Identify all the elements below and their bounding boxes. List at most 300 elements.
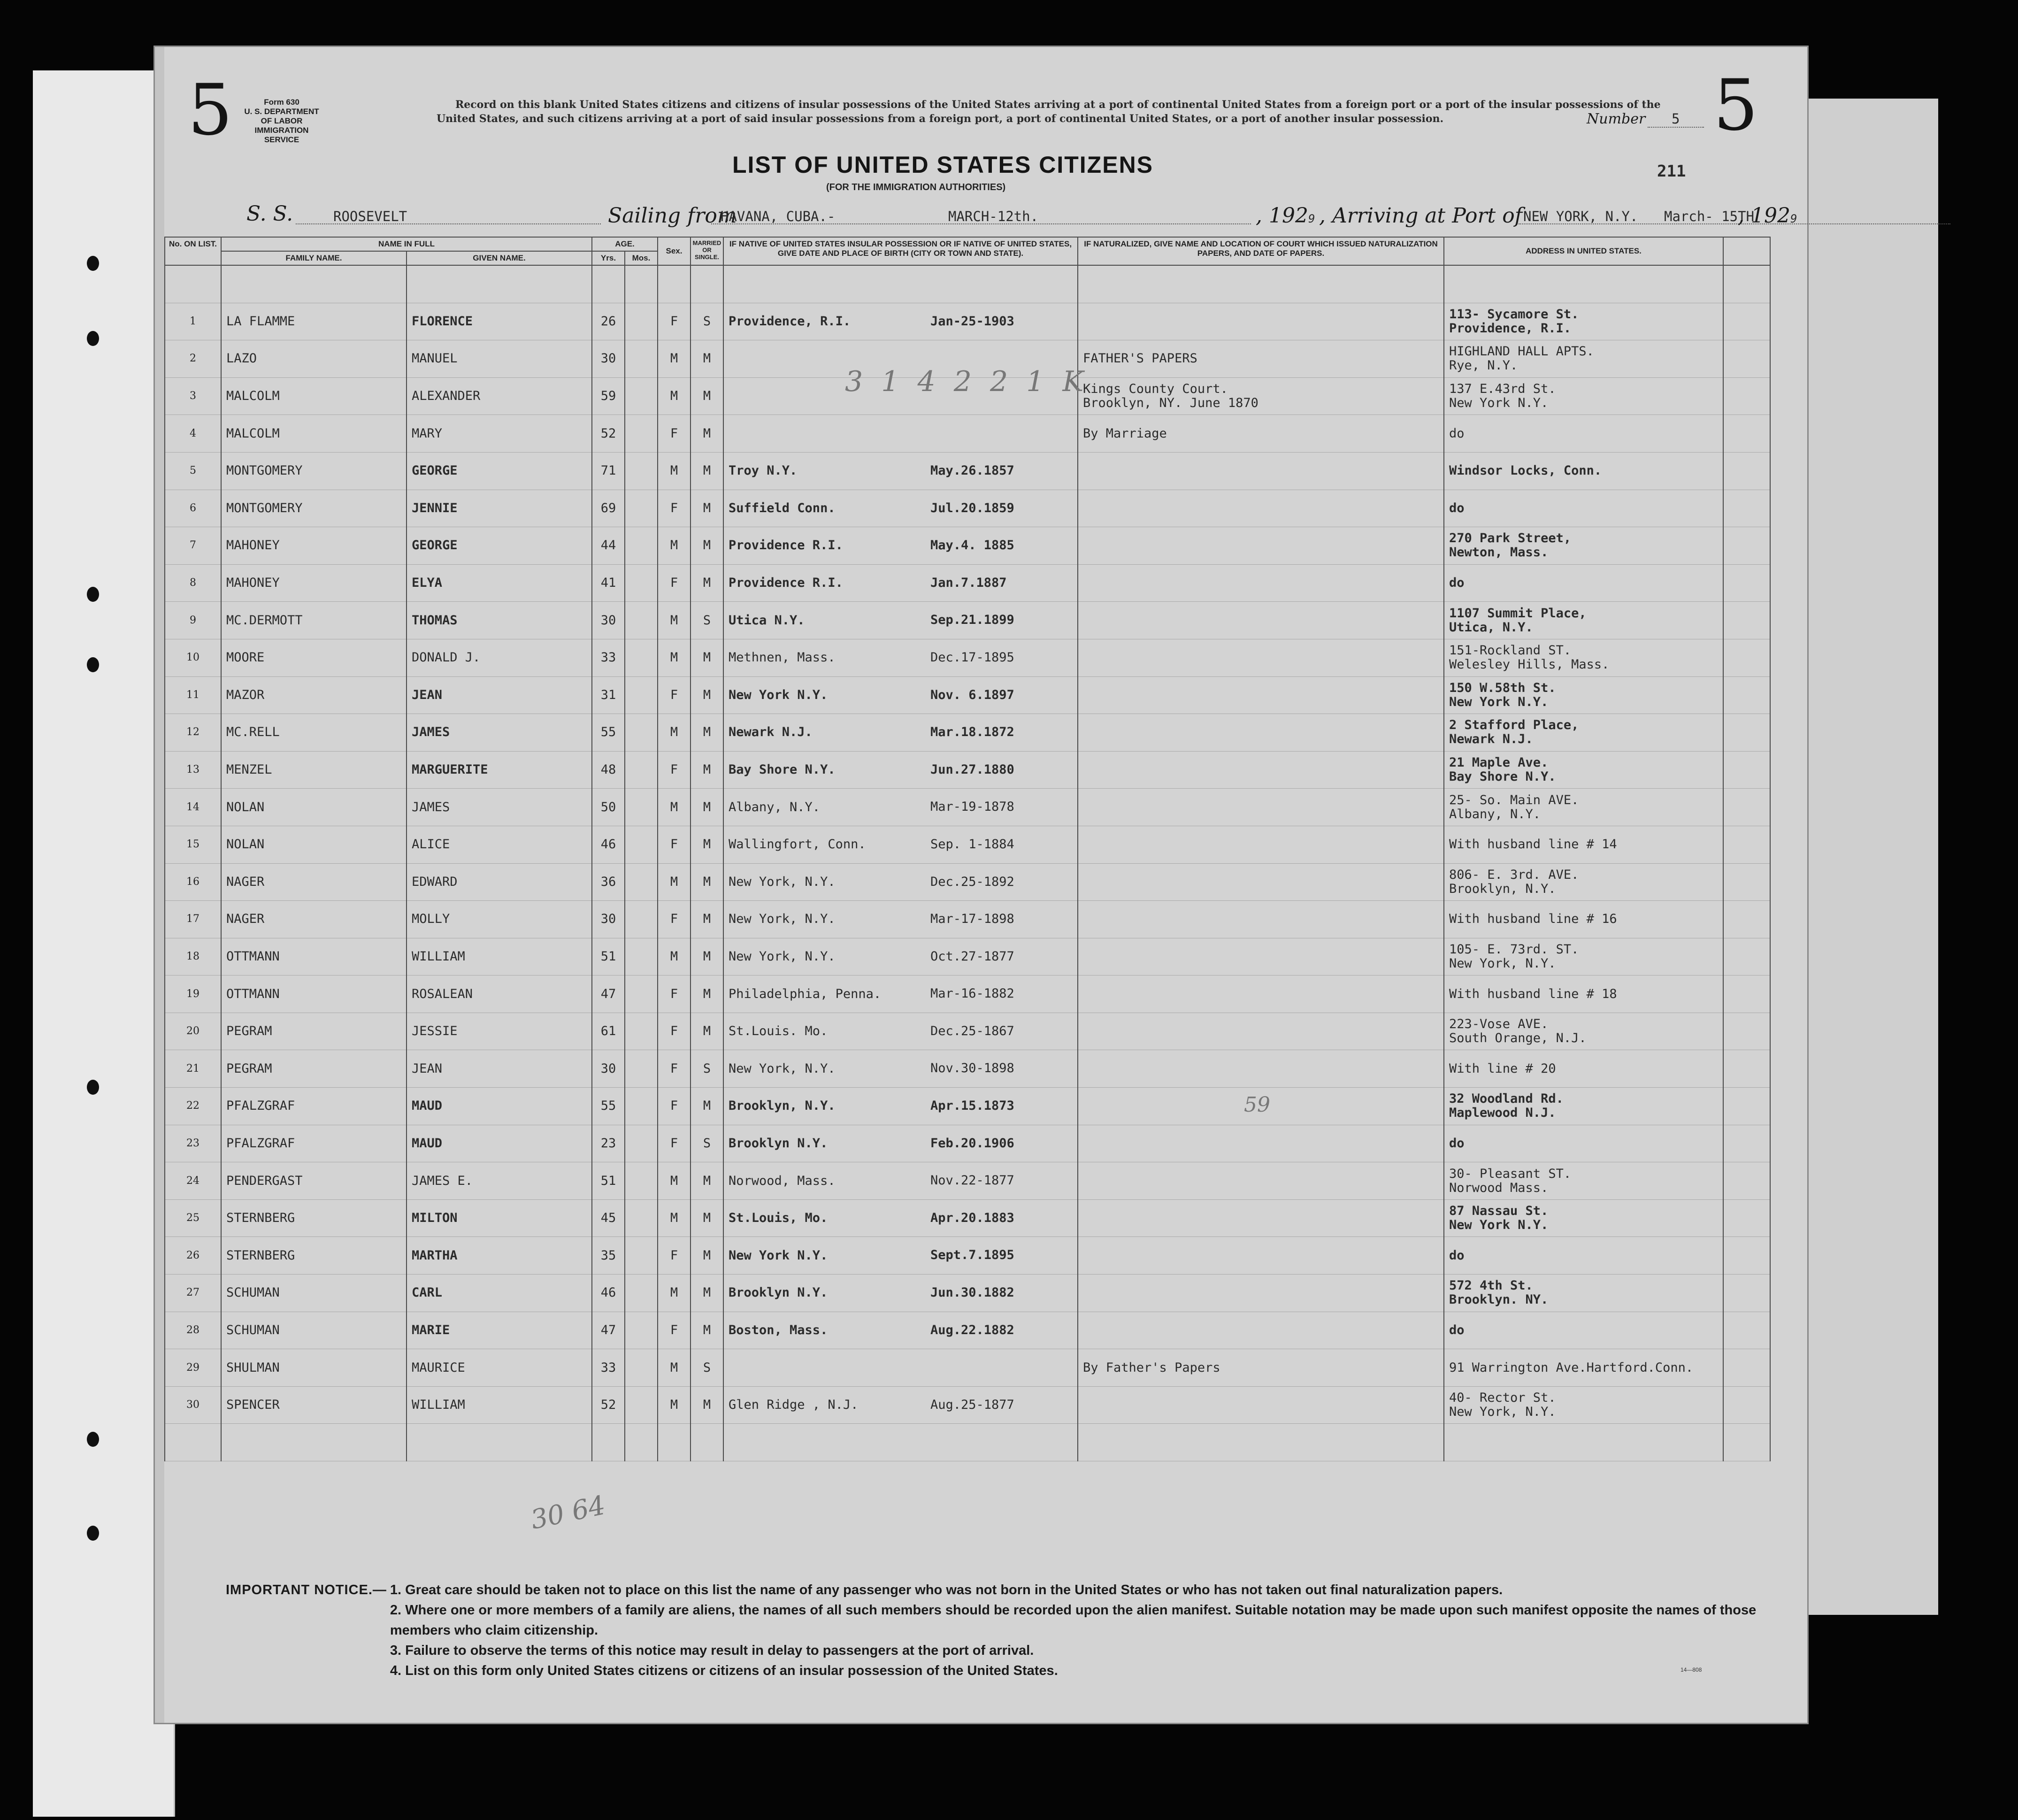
page-stub [155,47,164,1723]
notice-lead: IMPORTANT NOTICE.— [226,1582,387,1597]
birth-place: St.Louis. Mo. [729,1024,828,1039]
birth-cell [723,863,1078,901]
marital-cell-text: M [703,500,711,515]
age-years-cell [592,564,625,602]
given-name-cell-text: JEAN [412,687,443,702]
col-blank [1723,237,1770,265]
birth-date: Jan-25-1903 [930,314,1014,329]
birth-place: New York, N.Y. [729,949,836,964]
given-name-cell [407,714,592,752]
marital-cell-text: S [703,1061,711,1076]
age-months-cell [625,938,658,975]
address-cell [1444,863,1723,901]
sex-cell-text: M [670,1173,678,1188]
row-number [165,564,221,602]
naturalization-cell [1078,602,1444,639]
age-years-cell-text: 71 [600,463,616,478]
age-months-cell [625,340,658,378]
family-name-cell [221,452,407,490]
given-name-cell-text: EDWARD [412,874,458,889]
age-years-cell-text: 47 [600,1322,616,1337]
given-name-cell [407,490,592,527]
marital-cell [691,1013,723,1050]
address-cell-text: Windsor Locks, Conn. [1449,463,1602,478]
sex-cell [658,714,691,752]
birth-cell [723,1349,1078,1387]
sex-cell [658,1349,691,1387]
sex-cell-text: M [670,725,678,740]
blank-cell [1723,1349,1770,1387]
given-name-cell [407,863,592,901]
table-row [165,751,1770,789]
age-years-cell [592,340,625,378]
row-number-text: 14 [186,801,199,813]
birth-cell [723,676,1078,714]
birth-cell [723,1050,1078,1088]
naturalization-cell [1078,714,1444,752]
age-years-cell-text: 55 [600,1098,616,1114]
naturalization-cell [1078,1386,1444,1424]
year-label-2 [1738,204,1797,228]
sex-cell-text: M [670,650,678,665]
family-name-cell [221,676,407,714]
address-cell-text: do [1449,1136,1465,1151]
empty-cell [1723,1424,1770,1461]
given-name-cell [407,975,592,1013]
important-notice [225,1580,1765,1682]
address-cell-text: 806- E. 3rd. AVE. [1449,867,1579,882]
row-number-text: 29 [186,1361,199,1374]
family-name-cell [221,901,407,938]
family-name-cell-text: STERNBERG [226,1248,295,1263]
empty-cell [1444,265,1723,303]
family-name-cell-text: SCHUMAN [226,1322,280,1337]
birth-date: Sep. 1-1884 [930,837,1014,852]
empty-cell [1078,265,1444,303]
table-row [165,527,1770,565]
address-cell-text: With husband line # 14 [1449,837,1617,852]
address-cell-text: do [1449,1322,1465,1337]
age-months-cell [625,602,658,639]
marital-cell-text: M [703,1211,711,1226]
address-cell [1444,1349,1723,1387]
given-name-cell-text: JAMES [412,725,450,740]
naturalization-cell-text: Kings County Court. [1083,382,1228,397]
sex-cell-text: M [670,874,678,889]
family-name-cell [221,639,407,676]
col-mos: Mos. [625,251,658,265]
family-name-cell [221,527,407,565]
given-name-cell [407,303,592,340]
age-years-cell [592,377,625,415]
row-number [165,1312,221,1349]
birth-cell [723,1237,1078,1275]
age-years-cell-text: 51 [600,1173,616,1188]
empty-cell [165,1424,221,1461]
table-row [165,1386,1770,1424]
empty-cell [658,265,691,303]
row-number-text: 12 [186,726,199,738]
given-name-cell [407,340,592,378]
age-years-cell-text: 41 [600,576,616,591]
ship-name: ROOSEVELT [333,208,407,224]
marital-cell-text: M [703,576,711,591]
given-name-cell [407,676,592,714]
address-cell [1444,452,1723,490]
col-yrs: Yrs. [592,251,625,265]
age-months-cell [625,377,658,415]
blank-cell [1723,303,1770,340]
row-number-text: 16 [186,875,199,888]
row-number [165,1275,221,1312]
family-name-cell [221,789,407,826]
birth-place: Newark N.J. [729,725,813,740]
sex-cell-text: M [670,351,678,366]
family-name-cell [221,1050,407,1088]
birth-place: Brooklyn, N.Y. [729,1098,836,1114]
address-cell [1444,789,1723,826]
given-name-cell-text: DONALD J. [412,650,481,665]
sex-cell-text: M [670,1398,678,1413]
empty-cell [592,1424,625,1461]
birth-cell [723,602,1078,639]
notice-item: 4. List on this form only United States citizens or citizens of an insular possession of the United States. [390,1663,1058,1678]
blank-cell [1723,415,1770,453]
given-name-cell [407,564,592,602]
family-name-cell [221,938,407,975]
punch-hole [87,256,99,271]
sex-cell-text: F [670,912,678,927]
sailing-date: MARCH-12th. [948,208,1039,224]
naturalization-cell [1078,564,1444,602]
blank-cell [1723,1199,1770,1237]
marital-cell-text: M [703,538,711,553]
marital-cell-text: M [703,725,711,740]
family-name-cell [221,863,407,901]
age-years-cell [592,490,625,527]
age-years-cell [592,1050,625,1088]
birth-place: Philadelphia, Penna. [729,986,882,1001]
spacer-row [165,1424,1770,1461]
row-number [165,1013,221,1050]
col-birth: IF NATIVE OF UNITED STATES INSULAR POSSESSION OR IF NATIVE OF UNITED STATES, GIVE DATE AND PLACE OF BIRTH (CITY OR TOWN AND STATE). [723,237,1078,265]
marital-cell [691,639,723,676]
sex-cell [658,1199,691,1237]
service-label: IMMIGRATION SERVICE [254,126,309,144]
sex-cell-text: F [670,1136,678,1151]
punch-hole [87,587,99,602]
list-number [1587,111,1704,128]
header-row-1 [165,237,1770,251]
address-cell-text: 105- E. 73rd. ST. [1449,942,1579,957]
empty-cell [625,1424,658,1461]
age-years-cell [592,452,625,490]
col-no: No. ON LIST. [165,237,221,265]
marital-cell [691,1125,723,1162]
address-cell-line2: Brooklyn. NY. [1449,1292,1549,1307]
naturalization-cell [1078,863,1444,901]
address-cell [1444,1386,1723,1424]
birth-date: May.26.1857 [930,463,1014,478]
notice-table [225,1580,1765,1682]
birth-date: Mar-16-1882 [930,986,1014,1001]
given-name-cell [407,1199,592,1237]
address-cell-line2: South Orange, N.J. [1449,1031,1587,1046]
given-name-cell-text: ROSALEAN [412,986,473,1001]
birth-cell [723,789,1078,826]
family-name-cell-text: PENDERGAST [226,1173,303,1188]
marital-cell-text: M [703,1285,711,1300]
given-name-cell-text: MAUD [412,1136,443,1151]
age-years-cell [592,303,625,340]
marital-cell-text: M [703,912,711,927]
birth-date: Dec.17-1895 [930,650,1014,665]
sex-cell [658,490,691,527]
spacer-row [165,265,1770,303]
marital-cell [691,975,723,1013]
address-cell-text: 25- So. Main AVE. [1449,792,1579,807]
address-cell [1444,1199,1723,1237]
marital-cell-text: M [703,1173,711,1188]
given-name-cell [407,1125,592,1162]
address-cell-text: 2 Stafford Place, [1449,718,1579,733]
sex-cell-text: M [670,1285,678,1300]
birth-date: Nov.22-1877 [930,1173,1014,1188]
age-years-cell-text: 23 [600,1136,616,1151]
table-row [165,1349,1770,1387]
given-name-cell-text: JEAN [412,1061,443,1076]
address-cell-line2: Brooklyn, N.Y. [1449,881,1556,896]
age-years-cell [592,826,625,863]
address-cell-text: 32 Woodland Rd. [1449,1091,1564,1106]
birth-place: New York, N.Y. [729,912,836,927]
naturalization-cell [1078,1237,1444,1275]
marital-cell-text: M [703,874,711,889]
age-years-cell-text: 30 [600,613,616,628]
marital-cell-text: M [703,1248,711,1263]
row-number-text: 24 [186,1175,199,1187]
marital-cell-text: S [703,613,711,628]
family-name-cell-text: PEGRAM [226,1061,272,1076]
birth-place: New York N.Y. [729,687,828,702]
family-name-cell [221,415,407,453]
given-name-cell-text: FLORENCE [412,314,473,329]
birth-place: Providence R.I. [729,576,843,591]
birth-cell [723,1162,1078,1200]
naturalization-cell [1078,1013,1444,1050]
age-years-cell-text: 30 [600,351,616,366]
marital-cell-text: S [703,1136,711,1151]
age-months-cell [625,789,658,826]
age-years-cell-text: 61 [600,1024,616,1039]
col-family-name: FAMILY NAME. [221,251,407,265]
blank-cell [1723,1237,1770,1275]
table-row [165,1013,1770,1050]
birth-cell [723,1125,1078,1162]
sex-cell-text: F [670,426,678,441]
birth-place: Providence, R.I. [729,314,851,329]
marital-cell [691,1349,723,1387]
row-number [165,452,221,490]
marital-cell [691,1088,723,1125]
age-years-cell-text: 46 [600,837,616,852]
naturalization-cell [1078,676,1444,714]
row-number-text: 27 [186,1287,199,1299]
blank-cell [1723,452,1770,490]
table-row [165,1275,1770,1312]
age-years-cell [592,602,625,639]
marital-cell [691,863,723,901]
birth-date: Dec.25-1892 [930,874,1014,889]
col-name-in-full: NAME IN FULL [221,237,592,251]
address-cell-line2: Bay Shore N.Y. [1449,769,1556,784]
row-number [165,1349,221,1387]
given-name-cell [407,751,592,789]
given-name-cell-text: MILTON [412,1211,458,1226]
table-row [165,1199,1770,1237]
naturalization-cell [1078,1050,1444,1088]
birth-date: Aug.25-1877 [930,1397,1014,1412]
row-number [165,1125,221,1162]
birth-date: Aug.22.1882 [930,1322,1014,1337]
ss-label: S. S. [246,202,293,226]
birth-date: Nov. 6.1897 [930,687,1014,702]
sex-cell [658,602,691,639]
address-cell [1444,303,1723,340]
age-months-cell [625,1237,658,1275]
address-cell [1444,527,1723,565]
year-prefix-2: , 192 [1738,204,1790,228]
address-cell [1444,564,1723,602]
col-naturalized: IF NATURALIZED, GIVE NAME AND LOCATION OF COURT WHICH ISSUED NATURALIZATION PAPERS, AND DATE OF PAPERS. [1078,237,1444,265]
birth-cell [723,975,1078,1013]
sex-cell-text: F [670,1024,678,1039]
age-years-cell [592,676,625,714]
family-name-cell-text: NOLAN [226,799,265,814]
marital-cell [691,676,723,714]
punch-hole [87,1526,99,1541]
age-months-cell [625,415,658,453]
marital-cell-text: M [703,1322,711,1337]
birth-cell [723,564,1078,602]
birth-date: Sep.21.1899 [930,613,1014,628]
birth-date: Mar-17-1898 [930,912,1014,927]
birth-cell [723,751,1078,789]
age-years-cell-text: 30 [600,912,616,927]
address-cell [1444,751,1723,789]
year-digit-2: 9 [1790,212,1797,225]
birth-place: Wallingfort, Conn. [729,837,866,852]
given-name-cell-text: MOLLY [412,912,450,927]
given-name-cell [407,1237,592,1275]
age-years-cell [592,901,625,938]
marital-cell-text: M [703,986,711,1001]
blank-cell [1723,1162,1770,1200]
binder-strip [33,70,175,1817]
naturalization-cell [1078,1162,1444,1200]
manifest-page [155,47,1807,1723]
table-row [165,789,1770,826]
family-name-cell [221,826,407,863]
birth-place: New York N.Y. [729,1248,828,1263]
given-name-cell [407,415,592,453]
age-years-cell [592,1162,625,1200]
address-cell-text: With husband line # 18 [1449,986,1617,1001]
given-name-cell-text: WILLIAM [412,949,465,964]
given-name-cell-text: GEORGE [412,463,458,478]
family-name-cell-text: LA FLAMME [226,314,295,329]
address-cell-text: 572 4th St. [1449,1278,1533,1293]
address-cell [1444,415,1723,453]
sex-cell-text: M [670,949,678,964]
family-name-cell-text: SHULMAN [226,1360,280,1375]
sex-cell-text: M [670,389,678,404]
marital-cell-text: M [703,463,711,478]
table-row [165,714,1770,752]
family-name-cell [221,1275,407,1312]
row-number-text: 10 [186,652,199,664]
naturalization-cell-line2: Brooklyn, NY. June 1870 [1083,396,1258,411]
family-name-cell [221,1199,407,1237]
sex-cell-text: F [670,762,678,777]
given-name-cell-text: ELYA [412,576,443,591]
marital-cell [691,303,723,340]
family-name-cell [221,975,407,1013]
family-name-cell [221,751,407,789]
table-row [165,415,1770,453]
sex-cell [658,1237,691,1275]
age-months-cell [625,490,658,527]
given-name-cell-text: JAMES [412,799,450,814]
passenger-table [164,237,1771,1461]
row-number-text: 13 [186,764,199,776]
sex-cell-text: M [670,463,678,478]
address-cell [1444,377,1723,415]
row-number-text: 21 [186,1062,199,1075]
form-no: Form 630 [264,98,299,107]
birth-place: New York, N.Y. [729,874,836,889]
arrival-port: NEW YORK, N.Y. [1523,208,1638,224]
marital-cell [691,789,723,826]
pencil-annotation: 59 [1244,1093,1270,1117]
sex-cell [658,452,691,490]
sex-cell [658,1312,691,1349]
sex-cell-text: M [670,1360,678,1375]
age-years-cell [592,1125,625,1162]
age-months-cell [625,1013,658,1050]
age-years-cell [592,1275,625,1312]
birth-date: Feb.20.1906 [930,1136,1014,1151]
sex-cell-text: F [670,314,678,329]
row-number [165,975,221,1013]
row-number-text: 28 [186,1324,199,1336]
birth-date: Dec.25-1867 [930,1023,1014,1038]
naturalization-cell [1078,789,1444,826]
birth-cell [723,1275,1078,1312]
family-name-cell-text: MALCOLM [226,426,280,441]
marital-cell [691,340,723,378]
row-number-text: 8 [190,577,196,589]
family-name-cell [221,602,407,639]
empty-cell [691,1424,723,1461]
address-cell-text: 151-Rockland ST. [1449,643,1572,658]
row-number [165,826,221,863]
footer-code: 14—808 [1680,1666,1702,1673]
row-number [165,377,221,415]
page-subtitle: (FOR THE IMMIGRATION AUTHORITIES) [826,182,1006,192]
table-row [165,975,1770,1013]
family-name-cell-text: MC.DERMOTT [226,613,303,628]
